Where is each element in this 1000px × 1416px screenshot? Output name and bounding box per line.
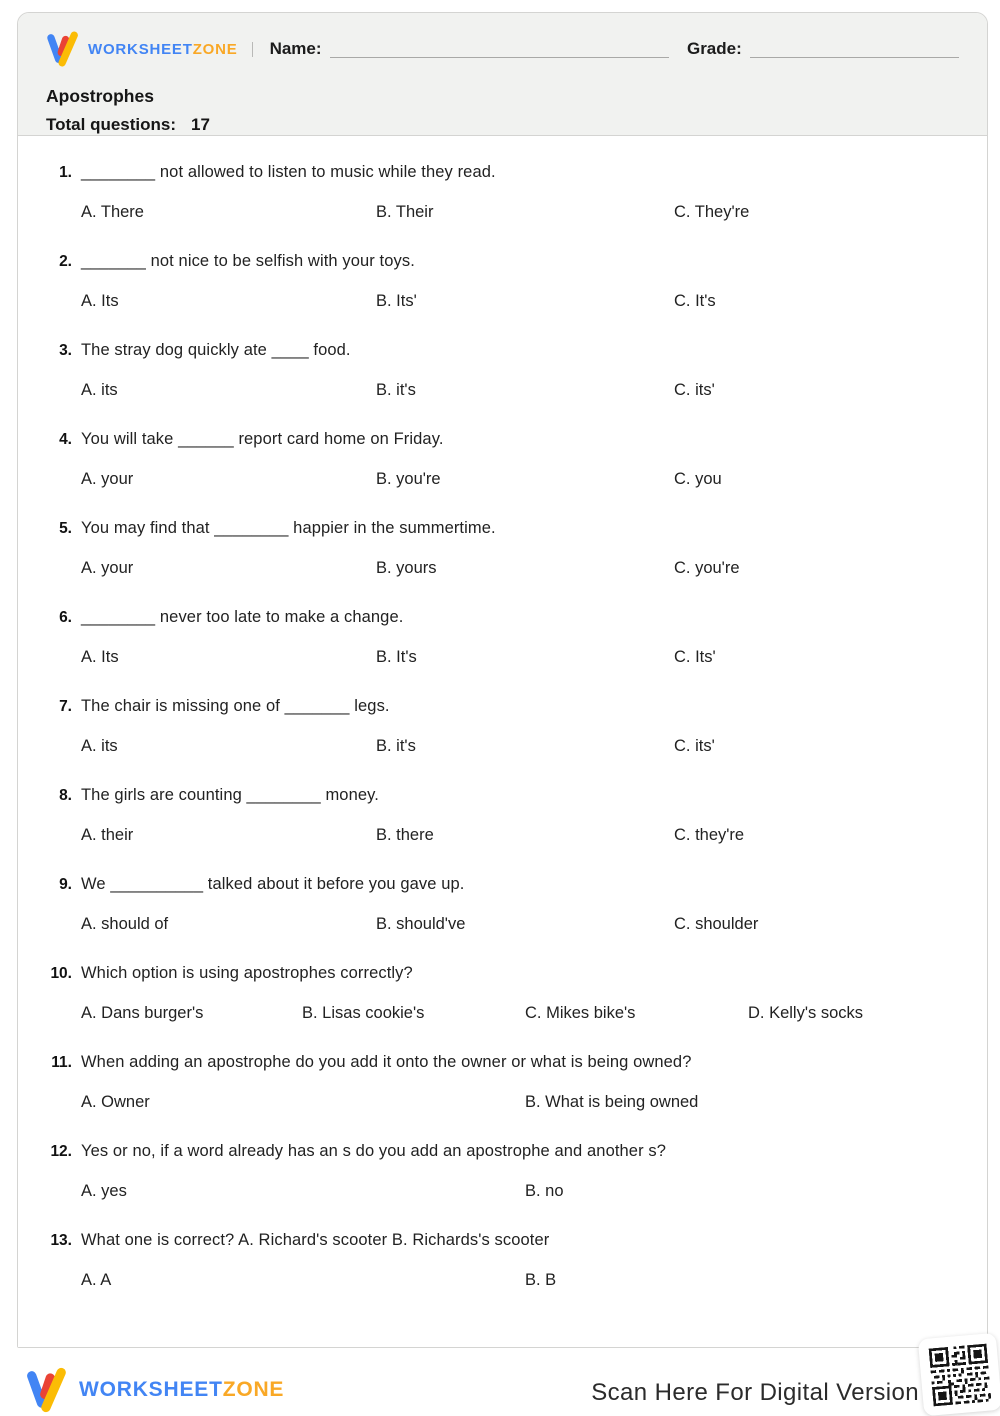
option-a: A. their: [81, 826, 134, 844]
brand-logo: [46, 30, 238, 68]
option-a: A. its: [81, 381, 118, 399]
question-number: 11.: [51, 1054, 72, 1071]
brand-wordmark: [79, 1378, 284, 1402]
header-row: [46, 29, 959, 69]
question-number: 13.: [50, 1232, 72, 1249]
question-text: We __________ talked about it before you gave up.: [81, 875, 465, 893]
question-7: [48, 695, 957, 757]
option-a: A. its: [81, 737, 118, 755]
question-number: 10.: [50, 965, 72, 982]
option-a: A. Dans burger's: [81, 1004, 204, 1022]
options-row: [81, 735, 957, 757]
option-c: C. It's: [674, 292, 716, 310]
question-number: 12.: [50, 1143, 72, 1160]
options-row: [81, 1269, 957, 1291]
options-row: [81, 290, 957, 312]
option-a: A. Its: [81, 292, 119, 310]
option-a: A. Its: [81, 648, 119, 666]
scan-here-text: Scan Here For Digital Version: [591, 1379, 919, 1406]
options-row: [81, 1180, 957, 1202]
question-number: 7.: [59, 698, 72, 715]
option-c: C. Its': [674, 648, 716, 666]
option-d: D. Kelly's socks: [748, 1004, 864, 1022]
question-number: 8.: [59, 787, 72, 804]
question-text: ________ not allowed to listen to music while they read.: [81, 163, 496, 181]
option-c: C. shoulder: [674, 915, 759, 933]
option-b: B. there: [376, 826, 434, 844]
question-10: [48, 962, 957, 1024]
question-12: [48, 1140, 957, 1202]
grade-label: Grade:: [686, 39, 742, 58]
worksheet-card: [17, 12, 988, 1348]
question-text: The girls are counting ________ money.: [81, 786, 379, 804]
question-4: [48, 428, 957, 490]
question-number: 1.: [59, 164, 72, 181]
option-a: A. your: [81, 559, 134, 577]
total-questions: [46, 115, 959, 135]
question-text: Which option is using apostrophes correctly?: [81, 964, 413, 982]
options-row: [81, 913, 957, 935]
question-text: ________ never too late to make a change.: [81, 608, 404, 626]
option-a: A. Owner: [81, 1093, 150, 1111]
question-11: [48, 1051, 957, 1113]
option-b: B. should've: [376, 915, 466, 933]
question-text: When adding an apostrophe do you add it onto the owner or what is being owned?: [81, 1053, 692, 1071]
option-b: B. Their: [376, 203, 434, 221]
question-9: [48, 873, 957, 935]
worksheetzone-logo-icon: [46, 30, 80, 68]
option-c: C. they're: [674, 826, 745, 844]
question-number: 6.: [59, 609, 72, 626]
option-b: B. no: [525, 1182, 564, 1200]
question-5: [48, 517, 957, 579]
question-3: [48, 339, 957, 401]
option-a: A. yes: [81, 1182, 127, 1200]
question-number: 9.: [59, 876, 72, 893]
question-1: [48, 161, 957, 223]
question-13: [48, 1229, 957, 1291]
option-c: C. you: [674, 470, 722, 488]
option-b: B. It's: [376, 648, 417, 666]
brand-wordmark: [88, 41, 238, 58]
option-b: B. B: [525, 1271, 557, 1289]
options-row: [81, 201, 957, 223]
option-c: C. Mikes bike's: [525, 1004, 636, 1022]
option-b: B. you're: [376, 470, 441, 488]
name-blank-line: [330, 41, 669, 58]
question-text: The chair is missing one of _______ legs.: [81, 697, 390, 715]
question-8: [48, 784, 957, 846]
question-text: The stray dog quickly ate ____ food.: [81, 341, 351, 359]
question-number: 5.: [59, 520, 72, 537]
question-number: 3.: [59, 342, 72, 359]
header-divider: [252, 42, 253, 57]
question-text: You will take ______ report card home on Friday.: [81, 430, 444, 448]
option-a: A. A: [81, 1271, 112, 1289]
option-c: C. its': [674, 381, 715, 399]
grade-blank-line: [750, 41, 959, 58]
option-b: B. it's: [376, 381, 416, 399]
option-b: B. it's: [376, 737, 416, 755]
option-b: B. Lisas cookie's: [302, 1004, 425, 1022]
footer-brand-logo: [25, 1366, 284, 1414]
brand-word-worksheet: WORKSHEET: [88, 40, 193, 58]
question-text: What one is correct? A. Richard's scooter B. Richards's scooter: [81, 1231, 550, 1249]
options-row: [81, 1002, 957, 1024]
options-row: [81, 824, 957, 846]
options-row: [81, 646, 957, 668]
brand-word-zone: ZONE: [192, 40, 238, 58]
options-row: [81, 468, 957, 490]
option-b: B. Its': [376, 292, 417, 310]
question-text: Yes or no, if a word already has an s do you add an apostrophe and another s?: [81, 1142, 666, 1160]
options-row: [81, 1091, 957, 1113]
brand-word-worksheet: WORKSHEET: [79, 1378, 223, 1401]
option-c: C. They're: [674, 203, 750, 221]
option-b: B. What is being owned: [525, 1093, 699, 1111]
option-c: C. its': [674, 737, 715, 755]
option-c: C. you're: [674, 559, 740, 577]
total-questions-value: 17: [191, 115, 210, 134]
question-text: _______ not nice to be selfish with your toys.: [81, 252, 415, 270]
option-a: A. should of: [81, 915, 169, 933]
brand-word-zone: ZONE: [222, 1378, 285, 1401]
worksheet-header: [18, 13, 987, 136]
option-b: B. yours: [376, 559, 437, 577]
option-a: A. your: [81, 470, 134, 488]
worksheetzone-logo-icon: [25, 1366, 69, 1414]
name-label: Name:: [269, 39, 322, 58]
question-2: [48, 250, 957, 312]
options-row: [81, 379, 957, 401]
question-text: You may find that ________ happier in the summertime.: [81, 519, 496, 537]
worksheet-title: Apostrophes: [46, 86, 154, 106]
question-6: [48, 606, 957, 668]
question-number: 2.: [59, 253, 72, 270]
options-row: [81, 557, 957, 579]
questions-area: [18, 136, 987, 1347]
qr-code: [918, 1333, 1000, 1416]
question-number: 4.: [59, 431, 72, 448]
option-a: A. There: [81, 203, 144, 221]
total-questions-label: Total questions:: [46, 115, 177, 134]
